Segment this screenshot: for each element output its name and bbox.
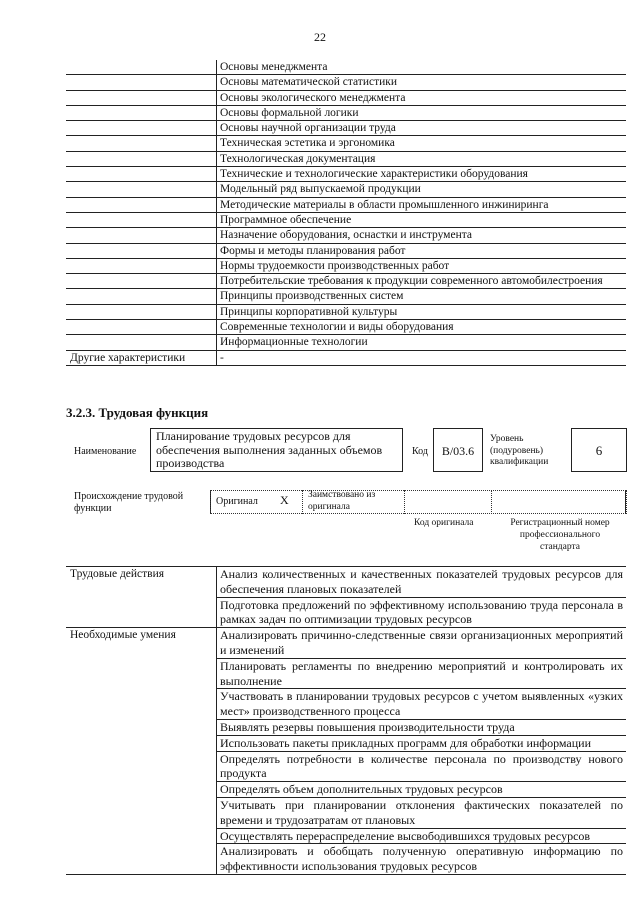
function-code: B/03.6	[433, 428, 483, 472]
table-row	[66, 350, 626, 365]
row-label	[66, 782, 217, 798]
table-row	[66, 828, 626, 844]
knowledge-item: Современные технологии и виды оборудования	[217, 320, 627, 335]
row-label	[66, 751, 217, 782]
table-row	[66, 567, 626, 598]
list-item: Выявлять резервы повышения производительности труда	[217, 719, 627, 735]
table-row	[66, 751, 626, 782]
list-item: Анализировать причинно-следственные связи организационных мероприятий и изменений	[217, 628, 627, 659]
table-row	[66, 228, 626, 243]
list-item: Анализ количественных и качественных показателей трудовых ресурсов для обеспечения плановых показателей	[217, 567, 627, 598]
row-label	[66, 844, 217, 875]
other-characteristics-label: Другие характеристики	[66, 350, 217, 365]
table-row	[66, 151, 626, 166]
list-item: Определять потребности в количестве персонала по производству нового продукта	[217, 751, 627, 782]
origin-divider	[302, 490, 303, 514]
name-label: Наименование	[74, 446, 137, 457]
list-item: Учитывать при планировании отклонения фактических показателей по времени и трудозатратам от плановых	[217, 797, 627, 828]
knowledge-item: Основы научной организации труда	[217, 121, 627, 136]
row-label	[66, 105, 217, 120]
row-label	[66, 735, 217, 751]
list-item: Анализировать и обобщать полученную оперативную информацию по эффективности использования трудовых ресурсов	[217, 844, 627, 875]
row-label	[66, 797, 217, 828]
original-mark: X	[280, 493, 289, 507]
knowledge-item: Основы экологического менеджмента	[217, 90, 627, 105]
origin-row	[210, 490, 626, 514]
registration-number-caption: Регистрационный номер профессионального стандарта	[510, 518, 610, 552]
table-row	[66, 243, 626, 258]
row-label	[66, 719, 217, 735]
table-row	[66, 335, 626, 350]
knowledge-item: Основы математической статистики	[217, 75, 627, 90]
row-label	[66, 658, 217, 689]
table-row	[66, 735, 626, 751]
table-row	[66, 212, 626, 227]
origin-divider	[626, 490, 627, 514]
qualification-level: 6	[571, 428, 627, 472]
section-title: 3.2.3. Трудовая функция	[66, 405, 209, 420]
row-label	[66, 828, 217, 844]
table-row	[66, 90, 626, 105]
borrowed-label: Заимствовано из оригинала	[308, 490, 376, 512]
row-label	[66, 597, 217, 628]
table-row	[66, 719, 626, 735]
table-row	[66, 75, 626, 90]
table-row	[66, 258, 626, 273]
page-number: 22	[314, 30, 326, 44]
original-label: Оригинал	[216, 496, 258, 507]
row-label	[66, 289, 217, 304]
knowledge-item: Технические и технологические характеристики оборудования	[217, 167, 627, 182]
row-label	[66, 335, 217, 350]
table-row	[66, 797, 626, 828]
knowledge-item: Техническая эстетика и эргономика	[217, 136, 627, 151]
knowledge-item: Принципы производственных систем	[217, 289, 627, 304]
list-item: Осуществлять перераспределение высвободившихся трудовых ресурсов	[217, 828, 627, 844]
list-item: Определять объем дополнительных трудовых ресурсов	[217, 782, 627, 798]
knowledge-item: Основы формальной логики	[217, 105, 627, 120]
row-label	[66, 167, 217, 182]
list-item: Использовать пакеты прикладных программ для обработки информации	[217, 735, 627, 751]
function-name: Планирование трудовых ресурсов для обеспечения выполнения заданных объемов производства	[150, 428, 403, 472]
row-label	[66, 90, 217, 105]
table-row	[66, 320, 626, 335]
table-row	[66, 597, 626, 628]
code-original-caption: Код оригинала	[414, 518, 474, 528]
required-skills-label: Необходимые умения	[66, 628, 217, 659]
row-label	[66, 228, 217, 243]
table-row	[66, 289, 626, 304]
row-label	[66, 304, 217, 319]
origin-label: Происхождение трудовой функции	[74, 491, 184, 514]
row-label	[66, 136, 217, 151]
row-label	[66, 689, 217, 720]
row-label	[66, 320, 217, 335]
origin-divider	[491, 490, 492, 514]
row-label	[66, 243, 217, 258]
knowledge-item: Информационные технологии	[217, 335, 627, 350]
table-row	[66, 105, 626, 120]
labour-table	[66, 566, 626, 875]
code-label: Код	[412, 446, 428, 457]
row-label	[66, 121, 217, 136]
row-label	[66, 182, 217, 197]
origin-divider	[210, 490, 211, 514]
table-row	[66, 658, 626, 689]
row-label	[66, 258, 217, 273]
table-row	[66, 197, 626, 212]
knowledge-item: Технологическая документация	[217, 151, 627, 166]
table-row	[66, 628, 626, 659]
knowledge-item: Методические материалы в области промышленного инжиниринга	[217, 197, 627, 212]
knowledge-item: Потребительские требования к продукции современного автомобилестроения	[217, 274, 627, 289]
row-label	[66, 212, 217, 227]
table-row	[66, 136, 626, 151]
row-label	[66, 151, 217, 166]
row-label	[66, 274, 217, 289]
row-label	[66, 75, 217, 90]
knowledge-item: Модельный ряд выпускаемой продукции	[217, 182, 627, 197]
knowledge-item: Формы и методы планирования работ	[217, 243, 627, 258]
knowledge-item: Программное обеспечение	[217, 212, 627, 227]
knowledge-item: Нормы трудоемкости производственных работ	[217, 258, 627, 273]
table-row	[66, 167, 626, 182]
knowledge-item: Назначение оборудования, оснастки и инструмента	[217, 228, 627, 243]
table-row	[66, 782, 626, 798]
list-item: Участвовать в планировании трудовых ресурсов с учетом выявленных «узких мест» производственного процесса	[217, 689, 627, 720]
other-characteristics-value: -	[217, 350, 627, 365]
level-label: Уровень (подуровень) квалификации	[490, 434, 549, 467]
row-label	[66, 197, 217, 212]
origin-divider	[404, 490, 405, 514]
table-row	[66, 121, 626, 136]
table-row	[66, 304, 626, 319]
knowledge-table	[66, 60, 626, 366]
table-row	[66, 274, 626, 289]
knowledge-item: Основы менеджмента	[220, 61, 328, 73]
table-row	[66, 182, 626, 197]
list-item: Планировать регламенты по внедрению мероприятий и контролировать их выполнение	[217, 658, 627, 689]
table-row	[66, 844, 626, 875]
labour-actions-label: Трудовые действия	[66, 567, 217, 598]
row-label	[66, 60, 217, 75]
list-item: Подготовка предложений по эффективному использованию труда персонала в рамках задач по оптимизации трудовых ресурсов	[217, 597, 627, 628]
knowledge-item: Принципы корпоративной культуры	[217, 304, 627, 319]
table-row	[66, 689, 626, 720]
table-row	[66, 60, 626, 75]
